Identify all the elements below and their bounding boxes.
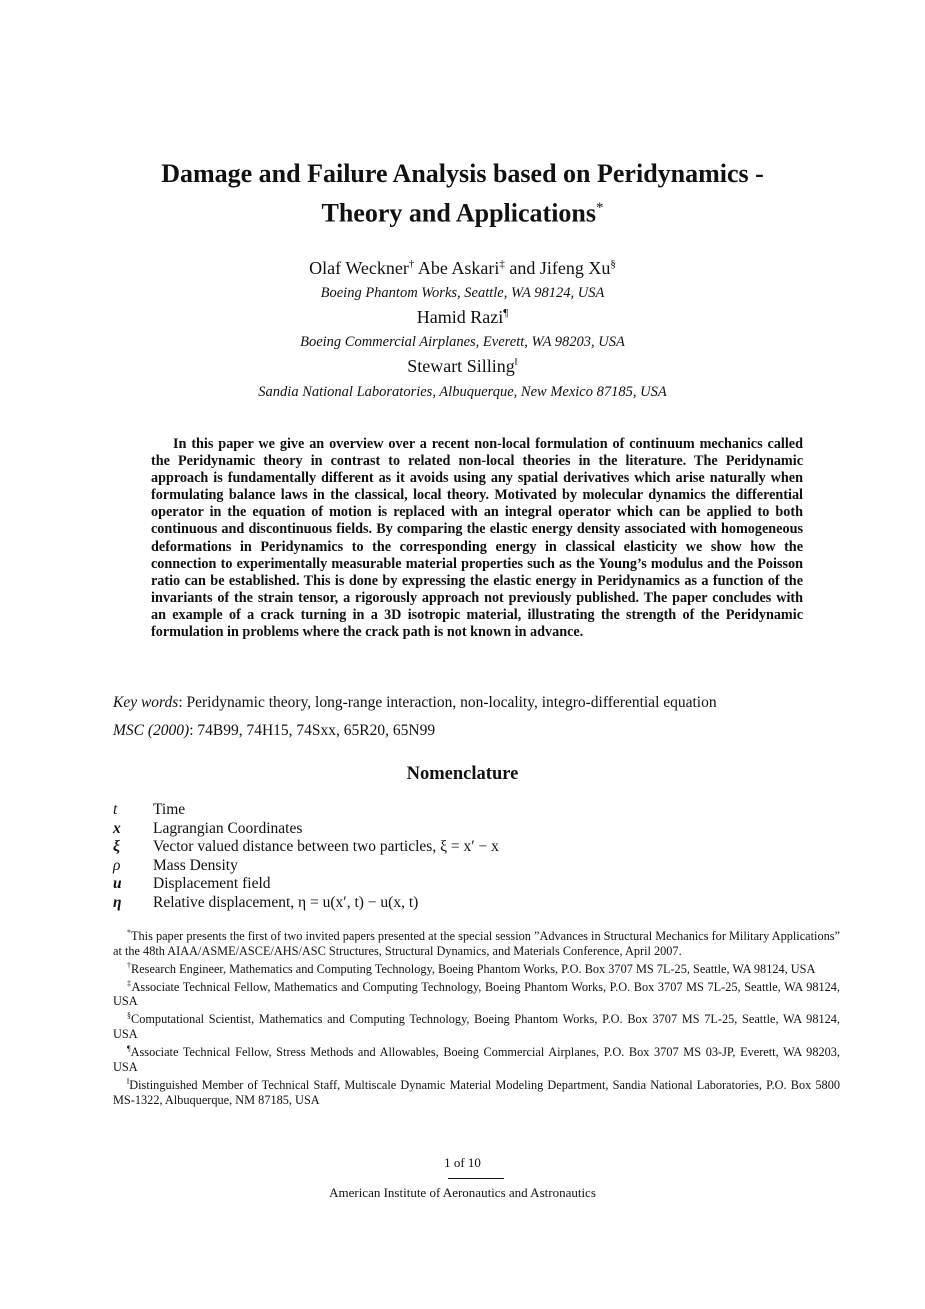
footnote-mark: * — [127, 928, 131, 937]
author-name: Hamid Razi — [416, 307, 504, 327]
author-mark: ‡ — [499, 258, 505, 270]
nomenclature-row — [113, 838, 813, 857]
nomenclature-symbol: ρ — [113, 856, 121, 874]
nomenclature-definition: Vector valued distance between two particles, ξ = x′ − x — [153, 838, 499, 855]
footnote-mark: ‡ — [127, 978, 132, 988]
footnote — [113, 977, 840, 1010]
nomenclature-definition: Lagrangian Coordinates — [153, 819, 303, 837]
abstract: In this paper we give an overview over a recent non-local formulation of continuum mechanics called the Peridynamic theory in contrast to related non-local theories in the literature. The Peridynamic approach is fundamentally different as it avoids using any spatial derivatives which arise naturally when formulating balance laws in the classical, local theory. Motivated by molecular dynamics the differential operator in the equation of motion is replaced with an integral operator which can be applied to both continuous and discontinuous fields. By comparing the elastic energy density associated with homogeneous deformations in Peridynamics to the corresponding energy in classical elasticity we show how the connection to experimentally measurable material properties such as the Young’s modulus and the Poisson ratio can be established. This is done by expressing the elastic energy in Peridynamics as a function of the invariants of the strain tensor, a rigorously approach not previously published. The paper concludes with an example of a crack turning in a 3D isotropic material, illustrating the strength of the Peridynamic formulation in problems where the crack path is not known in advance. — [151, 436, 803, 641]
msc-classification: MSC (2000): 74B99, 74H15, 74Sxx, 65R20, 65N99 — [113, 722, 436, 739]
msc-value: 74B99, 74H15, 74Sxx, 65R20, 65N99 — [197, 722, 436, 739]
nomenclature-list — [113, 801, 813, 912]
author-mark: † — [408, 258, 415, 270]
author-mark: § — [610, 258, 616, 270]
keywords-value: Peridynamic theory, long-range interaction, non-locality, integro-differential equation — [186, 694, 717, 711]
footnote-text: Associate Technical Fellow, Stress Methods and Allowables, Boeing Commercial Airplanes, P.O. Box 3707 MS 03-JP, Everett, WA 98203, USA — [113, 1045, 840, 1074]
page-number: 1 of 10 — [444, 1155, 481, 1170]
footnote-text: Research Engineer, Mathematics and Computing Technology, Boeing Phantom Works, P.O. Box 3707 MS 7L-25, Seattle, WA 98124, USA — [131, 961, 816, 976]
nomenclature-symbol: t — [113, 801, 118, 818]
nomenclature-row — [113, 894, 813, 913]
page-number-rule — [448, 1178, 504, 1179]
author-mark: ¶ — [503, 307, 509, 319]
author-name: Olaf Weckner — [309, 258, 409, 278]
nomenclature-symbol: η — [113, 893, 122, 911]
author-name: Stewart Silling — [407, 356, 515, 376]
footnote — [113, 959, 840, 977]
footnote — [113, 1075, 840, 1108]
keywords: Key words: Peridynamic theory, long-range interaction, non-locality, integro-differential equation — [113, 694, 717, 711]
nomenclature-definition: Displacement field — [153, 875, 271, 892]
footnote-mark: ¶ — [127, 1043, 131, 1053]
nomenclature-heading: Nomenclature — [406, 764, 519, 784]
author-conjunction: and — [509, 258, 536, 278]
footnote-mark: † — [127, 960, 131, 970]
title-footnote-mark: * — [596, 200, 604, 216]
footnote-text: Distinguished Member of Technical Staff, Multiscale Dynamic Material Modeling Department, Sandia National Laboratories, P.O. Box 5800 MS-1322, Albuquerque, NM 87185, USA — [113, 1077, 840, 1107]
footnotes — [113, 926, 840, 1107]
title-line-2: Theory and Applications* — [321, 198, 604, 228]
keywords-label: Key words — [113, 694, 179, 711]
nomenclature-row — [113, 801, 813, 820]
affiliation-1: Boeing Phantom Works, Seattle, WA 98124, USA — [320, 285, 605, 301]
title-line-1: Damage and Failure Analysis based on Peridynamics - — [161, 159, 764, 188]
author-line-3 — [60, 356, 865, 377]
nomenclature-definition: Mass Density — [153, 856, 238, 874]
author-line-2 — [60, 307, 865, 328]
footnote-text: Computational Scientist, Mathematics and Computing Technology, Boeing Phantom Works, P.O. Box 3707 MS 7L-25, Seattle, WA 98124, USA — [113, 1012, 840, 1042]
footnote-mark: § — [127, 1011, 131, 1021]
footnote-mark: ‖ — [127, 1076, 130, 1086]
nomenclature-symbol: x — [113, 819, 121, 837]
paper-title — [60, 156, 865, 231]
nomenclature-symbol: u — [113, 875, 122, 892]
affiliation-2: Boeing Commercial Airplanes, Everett, WA 98203, USA — [300, 334, 625, 350]
affiliation-3: Sandia National Laboratories, Albuquerque, New Mexico 87185, USA — [258, 384, 667, 400]
publisher-footer: American Institute of Aeronautics and Astronautics — [329, 1185, 596, 1200]
footnote — [113, 1042, 840, 1075]
author-line-1 — [60, 258, 865, 279]
footnote-text: This paper presents the first of two invited papers presented at the special session ”Advances in Structural Mechanics for Military Applications” at the 48th AIAA/ASME/ASCE/AHS/ASC Structures, Structural Dynamics, and Materials Conference, April 2007. — [113, 929, 840, 958]
nomenclature-row — [113, 857, 813, 876]
author-name: Jifeng Xu — [539, 258, 611, 278]
footnote — [113, 1009, 840, 1042]
nomenclature-symbol: ξ — [113, 838, 120, 855]
msc-label: MSC (2000) — [113, 722, 190, 739]
footnote-text: Associate Technical Fellow, Mathematics and Computing Technology, Boeing Phantom Works, P.O. Box 3707 MS 7L-25, Seattle, WA 98124, USA — [113, 979, 841, 1009]
nomenclature-definition: Relative displacement, η = u(x′, t) − u(x, t) — [153, 893, 419, 911]
nomenclature-definition: Time — [153, 801, 186, 818]
nomenclature-row — [113, 875, 813, 894]
author-name: Abe Askari — [417, 258, 500, 278]
author-mark: ‖ — [514, 356, 518, 368]
footnote — [113, 926, 840, 959]
nomenclature-row — [113, 820, 813, 839]
